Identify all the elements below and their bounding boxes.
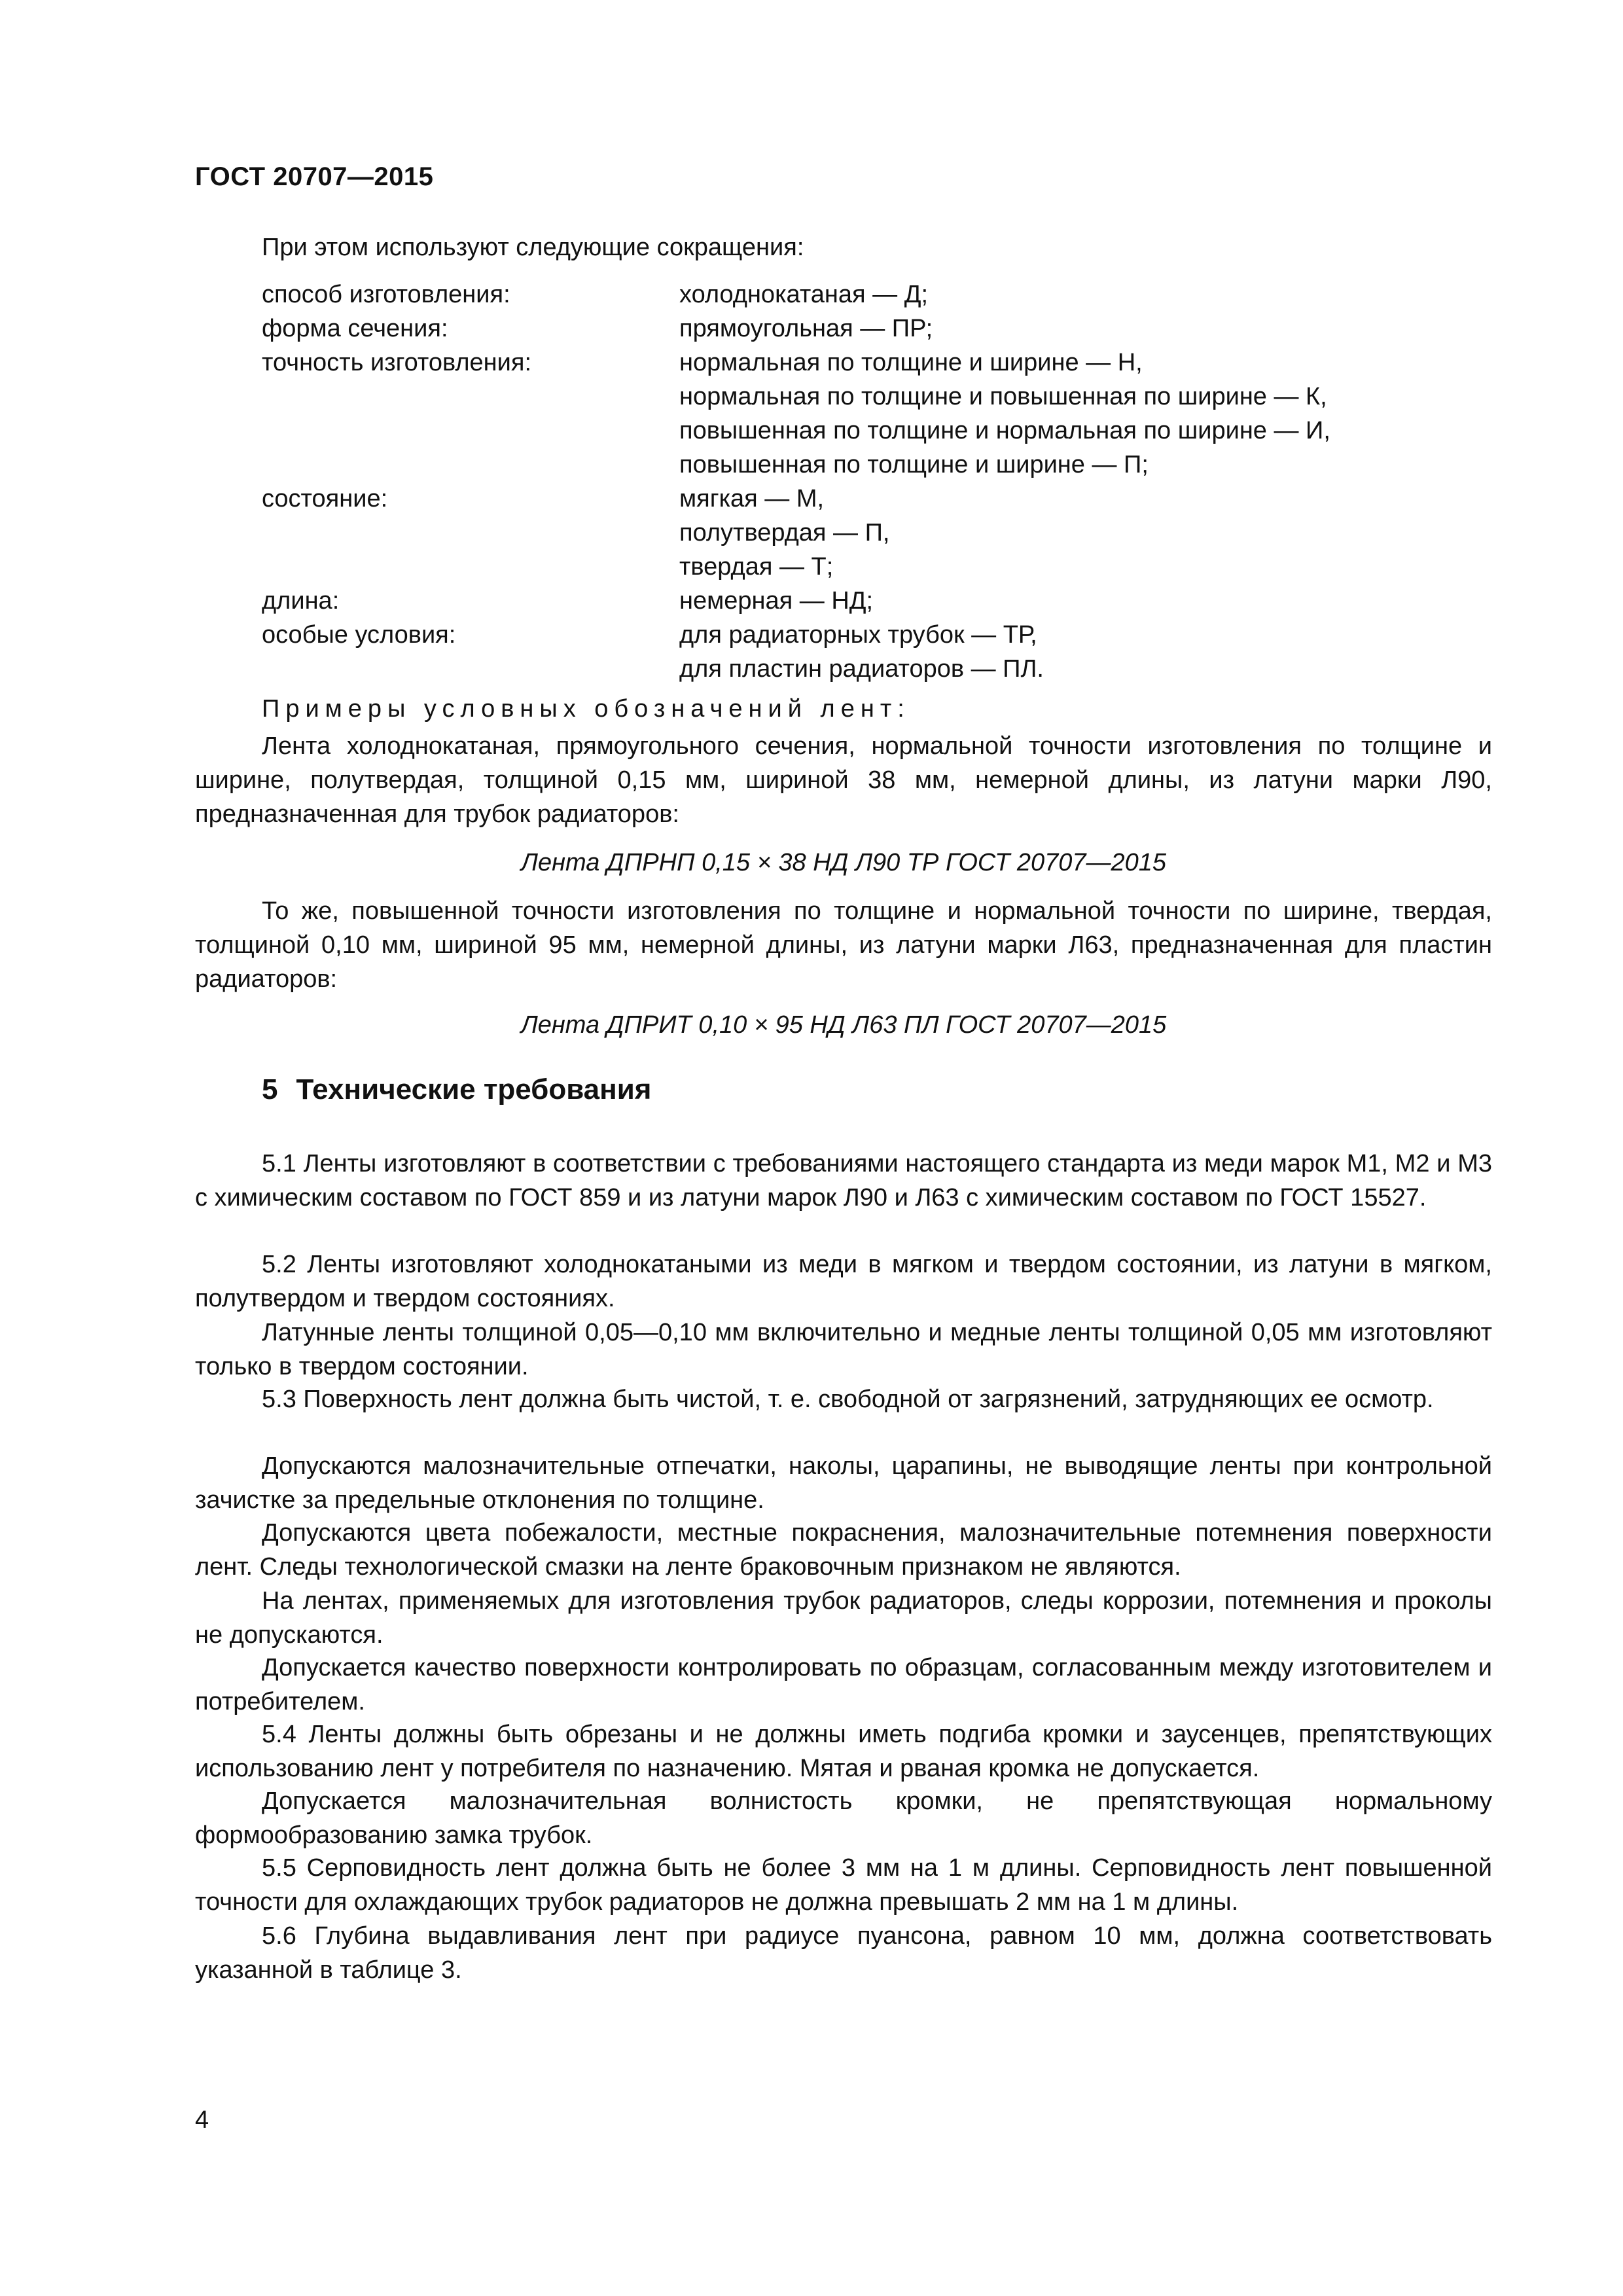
abbreviation-value: для пластин радиаторов — ПЛ. [679,655,1044,683]
abbreviation-term: состояние: [262,485,388,512]
abbreviation-value: полутвердая — П, [679,519,890,547]
paragraph: Допускается качество поверхности контролировать по образцам, согласованным между изготовителем и потребителем. [195,1654,1492,1715]
section-number: 5 [262,1073,278,1105]
paragraph: 5.2 Ленты изготовляют холоднокатаными из меди в мягком и твердом состоянии, из латуни в мягком, полутвердом и твердом состояниях. [195,1251,1492,1312]
abbreviation-value: твердая — Т; [679,553,834,581]
paragraph: 5.4 Ленты должны быть обрезаны и не должны иметь подгиба кромки и заусенцев, препятствующих использованию лент у потребителя по назначению. Мятая и рваная кромка не допускается. [195,1721,1492,1782]
paragraph: Допускаются малозначительные отпечатки, наколы, царапины, не выводящие ленты при контрольной зачистке за предельные отклонения по толщине. [195,1452,1492,1514]
paragraph: На лентах, применяемых для изготовления трубок радиаторов, следы коррозии, потемнения и проколы не допускаются. [195,1587,1492,1649]
example-description: Лента холоднокатаная, прямоугольного сечения, нормальной точности изготовления по толщине и ширине, полутвердая, толщиной 0,15 мм, шириной 38 мм, немерной длины, из латуни марки Л90, предназначенная для трубок радиаторов: [195,732,1492,828]
abbreviations-list [262,278,1330,686]
abbreviation-value: нормальная по толщине и повышенная по ширине — К, [679,383,1327,410]
abbreviation-term: форма сечения: [262,315,448,342]
abbreviation-term: длина: [262,587,340,615]
examples-heading: Примеры условных обозначений лент: [262,695,910,723]
abbreviation-row [262,346,1330,482]
paragraph: 5.3 Поверхность лент должна быть чистой, т. е. свободной от загрязнений, затрудняющих ее осмотр. [262,1386,1434,1413]
designation-example: Лента ДПРНП 0,15 × 38 НД Л90 ТР ГОСТ 20707—2015 [520,849,1167,876]
abbreviation-value: нормальная по толщине и ширине — Н, [679,349,1143,376]
abbreviation-value: прямоугольная — ПР; [679,315,933,342]
abbreviation-row [262,618,1330,686]
paragraph: 5.5 Серповидность лент должна быть не более 3 мм на 1 м длины. Серповидность лент повышенной точности для охлаждающих трубок радиаторов не должна превышать 2 мм на 1 м длины. [195,1854,1492,1916]
abbreviation-row [262,312,1330,346]
abbreviation-value: повышенная по толщине и нормальная по ширине — И, [679,417,1330,444]
abbreviation-term: способ изготовления: [262,281,510,308]
abbreviation-row [262,482,1330,584]
page-number: 4 [195,2106,209,2134]
abbreviation-value: повышенная по толщине и ширине — П; [679,451,1149,478]
abbreviations-intro: При этом используют следующие сокращения: [262,234,804,261]
abbreviation-value: мягкая — М, [679,485,825,512]
abbreviation-term: точность изготовления: [262,349,532,376]
paragraph: Допускаются цвета побежалости, местные покраснения, малозначительные потемнения поверхности лент. Следы технологической смазки на ленте браковочным признаком не являются. [195,1519,1492,1581]
abbreviation-row [262,584,1330,618]
abbreviation-term: особые условия: [262,621,456,649]
abbreviation-row [262,278,1330,312]
paragraph: 5.1 Ленты изготовляют в соответствии с требованиями настоящего стандарта из меди марок М1, М2 и М3 с химическим составом по ГОСТ 859 и из латуни марок Л90 и Л63 с химическим составом по ГОСТ 15527. [195,1150,1492,1211]
section-heading [262,1073,651,1106]
paragraph: 5.6 Глубина выдавливания лент при радиусе пуансона, равном 10 мм, должна соответствовать указанной в таблице 3. [195,1922,1492,1984]
paragraph: Латунные ленты толщиной 0,05—0,10 мм включительно и медные ленты толщиной 0,05 мм изготовляют только в твердом состоянии. [195,1319,1492,1380]
abbreviation-value: немерная — НД; [679,587,874,615]
designation-example: Лента ДПРИТ 0,10 × 95 НД Л63 ПЛ ГОСТ 20707—2015 [520,1011,1167,1039]
abbreviation-value: для радиаторных трубок — ТР, [679,621,1037,649]
section-title: Технические требования [296,1073,652,1105]
standard-header: ГОСТ 20707—2015 [195,162,434,191]
abbreviation-value: холоднокатаная — Д; [679,281,929,308]
paragraph: Допускается малозначительная волнистость кромки, не препятствующая нормальному формообразованию замка трубок. [195,1787,1492,1849]
example-description: То же, повышенной точности изготовления по толщине и нормальной точности по ширине, твердая, толщиной 0,10 мм, шириной 95 мм, немерной длины, из латуни марки Л63, предназначенная для пластин радиаторов: [195,897,1492,993]
